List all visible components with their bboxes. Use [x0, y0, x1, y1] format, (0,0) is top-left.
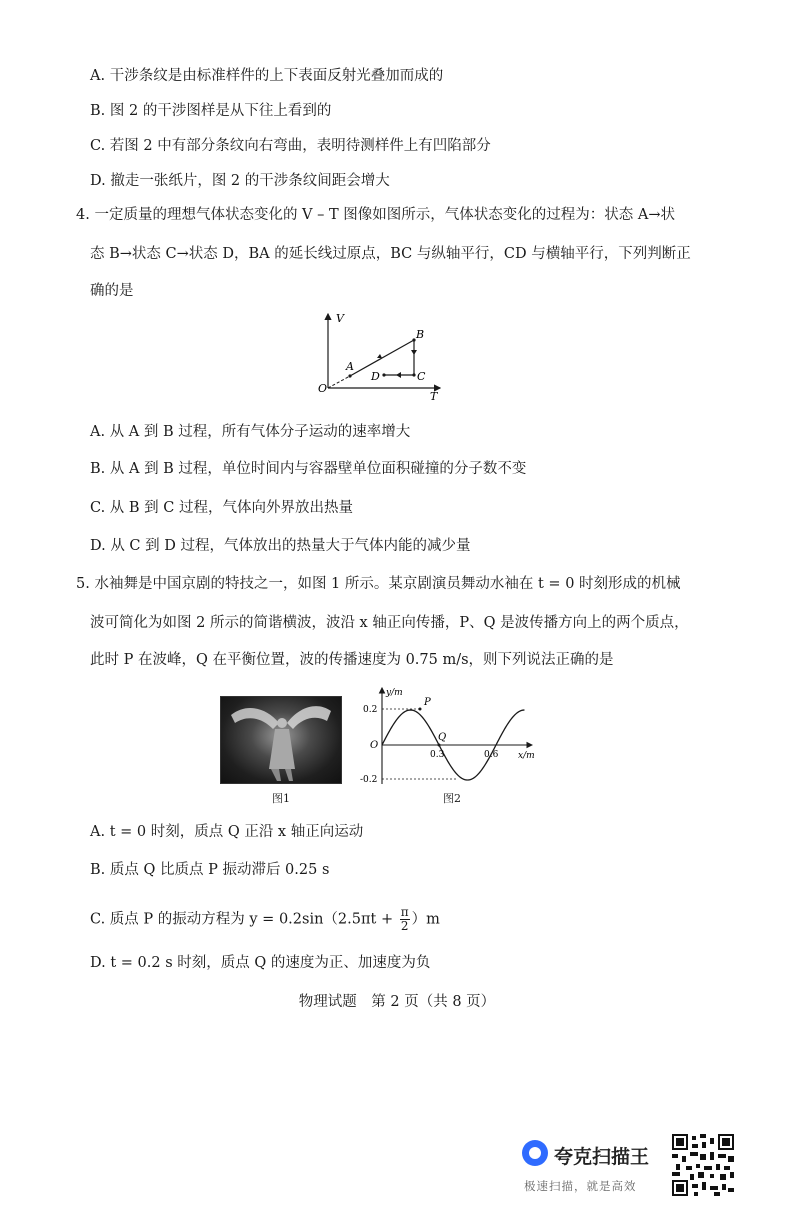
q4-option-a: A. 从 A 到 B 过程，所有气体分子运动的速率增大 — [90, 424, 411, 440]
label-v: V — [336, 312, 344, 325]
label-q: Q — [438, 732, 447, 743]
point-p — [419, 708, 422, 711]
arrow-bc — [411, 350, 417, 355]
y-axis-label: y/m — [386, 688, 403, 698]
label-p: P — [424, 697, 431, 708]
arrow-cd — [396, 372, 401, 378]
tick-y-pos: 0.2 — [363, 705, 378, 715]
label-t: T — [430, 390, 438, 402]
brand-logo-icon — [522, 1140, 548, 1166]
label-d: D — [371, 370, 380, 383]
tick-x-03: 0.3 — [430, 750, 445, 760]
fraction-denominator: 2 — [400, 919, 409, 933]
q4-option-c: C. 从 B 到 C 过程，气体向外界放出热量 — [90, 500, 353, 516]
label-b: B — [416, 328, 425, 341]
brand-slogan: 极速扫描，就是高效 — [524, 1179, 637, 1193]
dashed-extension — [328, 376, 350, 388]
q4-vt-graph — [316, 310, 446, 402]
label-c: C — [417, 370, 426, 383]
label-a: A — [346, 360, 354, 373]
q5-stem-line-1: 5. 水袖舞是中国京剧的特技之一，如图 1 所示。某京剧演员舞动水袖在 t = 0 时刻形成的机械 — [76, 576, 681, 592]
point-c — [412, 373, 415, 376]
point-q — [438, 744, 441, 747]
scanner-brand — [522, 1138, 662, 1198]
q5-wave-graph — [360, 684, 540, 788]
q4-option-d: D. 从 C 到 D 过程，气体放出的热量大于气体内能的减少量 — [90, 538, 471, 554]
q5-stem-line-3: 此时 P 在波峰，Q 在平衡位置，波的传播速度为 0.75 m/s，则下列说法正确的是 — [90, 652, 614, 668]
arrow-ab — [377, 354, 382, 358]
q5-option-c-suffix: ）m — [411, 911, 440, 928]
q4-stem-line-2: 态 B→状态 C→状态 D，BA 的延长线过原点，BC 与纵轴平行，CD 与横轴平行，下列判断正 — [90, 246, 691, 262]
q3-option-d: D. 撤走一张纸片，图 2 的干涉条纹间距会增大 — [90, 173, 390, 189]
fraction-numerator: π — [400, 905, 409, 919]
fraction-pi-over-2 — [400, 906, 410, 933]
label-o: O — [318, 382, 328, 395]
q5-option-a: A. t = 0 时刻，质点 Q 正沿 x 轴正向运动 — [90, 824, 364, 840]
q4-stem-line-3: 确的是 — [90, 283, 134, 299]
tick-x-06: 0.6 — [484, 750, 499, 760]
origin-label: O — [370, 740, 379, 751]
q5-option-c-prefix: C. 质点 P 的振动方程为 y = 0.2sin（2.5πt + — [90, 911, 398, 928]
q3-option-c: C. 若图 2 中有部分条纹向右弯曲，表明待测样件上有凹陷部分 — [90, 138, 491, 154]
page-footer: 物理试题 第 2 页（共 8 页） — [298, 994, 496, 1010]
q3-option-b: B. 图 2 的干涉图样是从下往上看到的 — [90, 103, 332, 119]
point-a — [348, 374, 351, 377]
point-d — [382, 373, 385, 376]
q5-option-d: D. t = 0.2 s 时刻，质点 Q 的速度为正、加速度为负 — [90, 955, 431, 971]
q5-stem-line-2: 波可简化为如图 2 所示的简谐横波，波沿 x 轴正向传播，P、Q 是波传播方向上的两个质点， — [90, 615, 689, 631]
fig1-caption: 图1 — [272, 792, 290, 805]
q5-option-b: B. 质点 Q 比质点 P 振动滞后 0.25 s — [90, 862, 330, 878]
q4-option-b: B. 从 A 到 B 过程，单位时间内与容器壁单位面积碰撞的分子数不变 — [90, 461, 527, 477]
brand-name: 夸克扫描王 — [554, 1146, 650, 1168]
qr-code-icon — [672, 1134, 734, 1196]
fig2-caption: 图2 — [443, 792, 461, 805]
q4-stem-line-1: 4. 一定质量的理想气体状态变化的 V – T 图像如图所示，气体状态变化的过程为：状态 A→状 — [76, 207, 675, 223]
tick-y-neg: -0.2 — [360, 775, 378, 785]
x-axis-label: x/m — [518, 751, 535, 761]
dancer-photo — [220, 696, 342, 784]
q5-option-c — [90, 906, 440, 933]
q3-option-a: A. 干涉条纹是由标准样件的上下表面反射光叠加而成的 — [90, 68, 444, 84]
